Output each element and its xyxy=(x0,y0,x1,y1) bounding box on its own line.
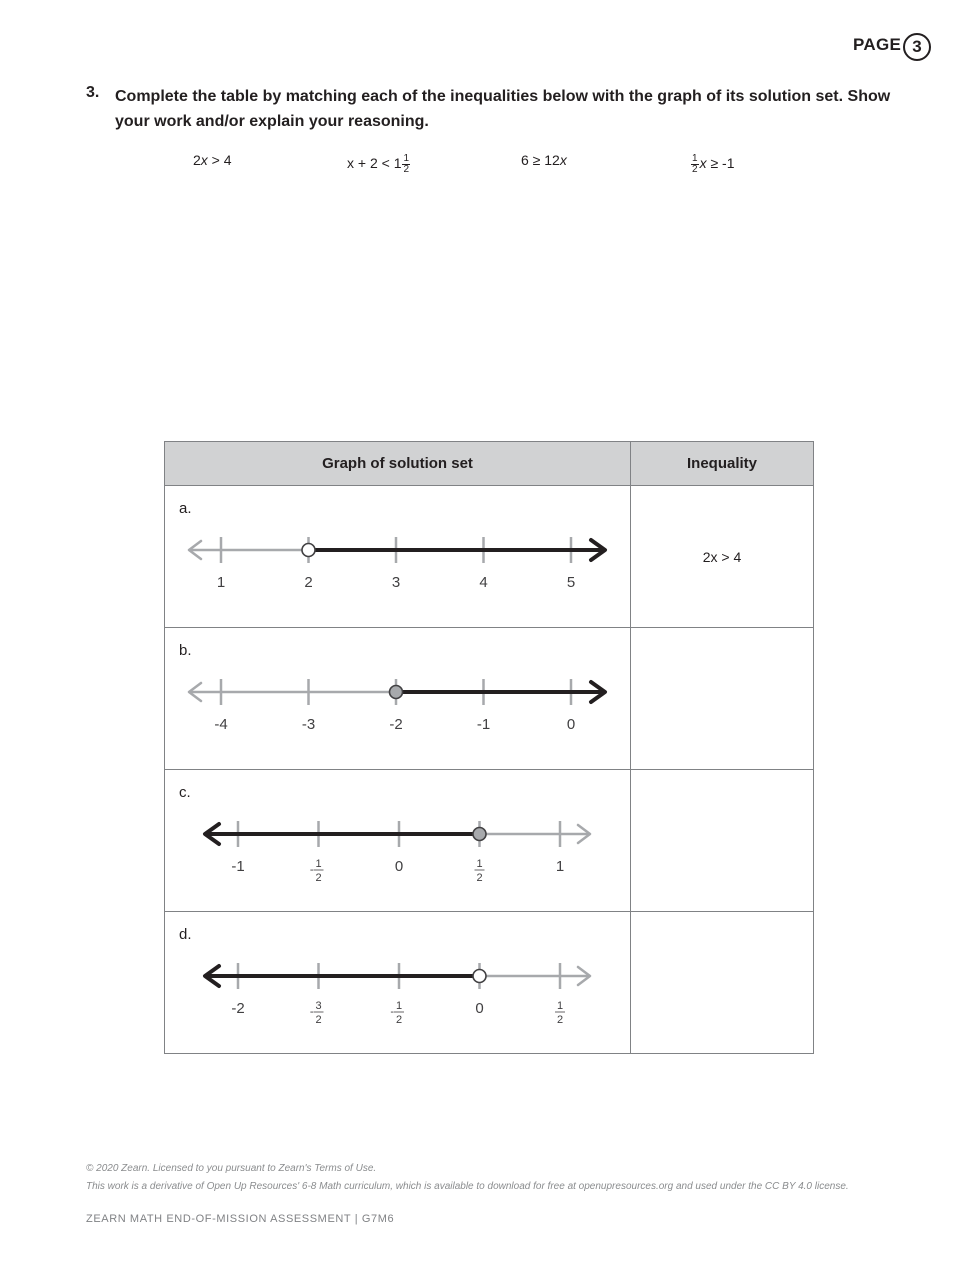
footer-assessment: ZEARN MATH END-OF-MISSION ASSESSMENT | G7M6 xyxy=(86,1213,395,1225)
table-row xyxy=(165,486,814,628)
page-label: PAGE xyxy=(853,35,902,54)
number-line-a xyxy=(165,486,630,627)
footer-copyright: © 2020 Zearn. Licensed to you pursuant to Zearn's Terms of Use. xyxy=(86,1163,377,1174)
inequality-4 xyxy=(690,154,734,175)
question-text: Complete the table by matching each of the inequalities below with the graph of its solution set. Show your work and/or explain your reasoning. xyxy=(115,88,891,130)
ineq4-den: 2 xyxy=(692,164,698,175)
tick-label-denominator: 2 xyxy=(556,1014,564,1026)
tick-label-numerator: 1 xyxy=(476,858,483,870)
answer-cell-b[interactable] xyxy=(631,628,814,770)
tick-label-fraction xyxy=(310,1000,324,1026)
inequality-1 xyxy=(193,152,232,168)
tick-label-denominator: 2 xyxy=(315,872,322,884)
ineq4-num: 1 xyxy=(692,153,698,164)
inequality-3 xyxy=(521,152,567,168)
graph-cell-d xyxy=(165,912,631,1054)
tick-label-fraction xyxy=(310,858,324,884)
graph-cell-a xyxy=(165,486,631,628)
ineq2-den: 2 xyxy=(403,164,410,175)
matching-table xyxy=(164,441,814,1054)
tick-label-denominator: 2 xyxy=(476,872,483,884)
ineq4-fraction xyxy=(691,154,699,175)
tick-label: -2 xyxy=(231,1000,245,1017)
header-graph: Graph of solution set xyxy=(165,442,631,486)
tick-label: -1 xyxy=(476,716,491,733)
tick-label-sign: - xyxy=(390,1006,394,1018)
number-line-d xyxy=(165,912,630,1053)
ineq1-rest: > 4 xyxy=(207,152,232,168)
open-point xyxy=(302,544,315,557)
tick-label-numerator: 1 xyxy=(315,858,322,870)
ineq1-var: x xyxy=(200,152,208,168)
tick-label-denominator: 2 xyxy=(395,1014,403,1026)
tick-label: 0 xyxy=(475,1000,484,1017)
ineq2-num: 1 xyxy=(403,153,410,164)
closed-point xyxy=(473,828,486,841)
open-point xyxy=(473,970,486,983)
answer-cell-c[interactable] xyxy=(631,770,814,912)
tick-label-fraction xyxy=(555,1000,565,1026)
tick-label: 5 xyxy=(566,574,576,591)
tick-label-fraction xyxy=(390,1000,404,1026)
tick-label: 1 xyxy=(555,858,565,875)
ineq2-text: x + 2 < 1 xyxy=(347,155,402,172)
tick-label-numerator: 1 xyxy=(395,1000,403,1012)
row-label: c. xyxy=(179,784,191,801)
tick-label-sign: - xyxy=(309,864,314,876)
question-number: 3. xyxy=(86,84,100,101)
tick-label: -3 xyxy=(301,716,316,733)
ineq1-coef: 2 xyxy=(193,152,201,168)
tick-label: -4 xyxy=(214,716,228,733)
tick-label: -1 xyxy=(231,858,245,875)
number-line-b xyxy=(165,628,630,769)
ineq3-var: x xyxy=(559,152,567,168)
table-row xyxy=(165,628,814,770)
row-label: d. xyxy=(179,926,192,943)
inequality-2 xyxy=(347,154,411,175)
tick-label: 0 xyxy=(566,716,576,733)
tick-label-numerator: 1 xyxy=(556,1000,564,1012)
row-label: a. xyxy=(179,500,192,517)
graph-cell-c xyxy=(165,770,631,912)
tick-label: 1 xyxy=(216,574,226,591)
answer-cell-a[interactable]: 2x > 4 xyxy=(631,486,814,628)
ineq4-rest: ≥ -1 xyxy=(706,155,735,172)
table-row xyxy=(165,912,814,1054)
closed-point xyxy=(390,686,403,699)
page-number: 3 xyxy=(903,33,931,61)
row-label: b. xyxy=(179,642,192,659)
ineq4-var: x xyxy=(699,155,707,172)
ineq3-text: 6 ≥ 12 xyxy=(521,152,560,168)
tick-label-numerator: 3 xyxy=(315,1000,322,1012)
answer-cell-d[interactable] xyxy=(631,912,814,1054)
tick-label: 0 xyxy=(394,858,404,875)
tick-label: 3 xyxy=(391,574,401,591)
header-inequality: Inequality xyxy=(631,442,814,486)
ineq2-fraction xyxy=(402,154,410,175)
table-row xyxy=(165,770,814,912)
tick-label: -2 xyxy=(389,716,403,733)
tick-label-denominator: 2 xyxy=(315,1014,322,1026)
tick-label: 4 xyxy=(479,574,488,591)
graph-cell-b xyxy=(165,628,631,770)
number-line-c xyxy=(165,770,630,911)
tick-label: 2 xyxy=(304,574,313,591)
footer-license: This work is a derivative of Open Up Resources' 6-8 Math curriculum, which is available to download for free at openupresources.org and used under the CC BY 4.0 license. xyxy=(86,1181,849,1192)
tick-label-fraction xyxy=(475,858,485,884)
tick-label-sign: - xyxy=(309,1006,314,1018)
